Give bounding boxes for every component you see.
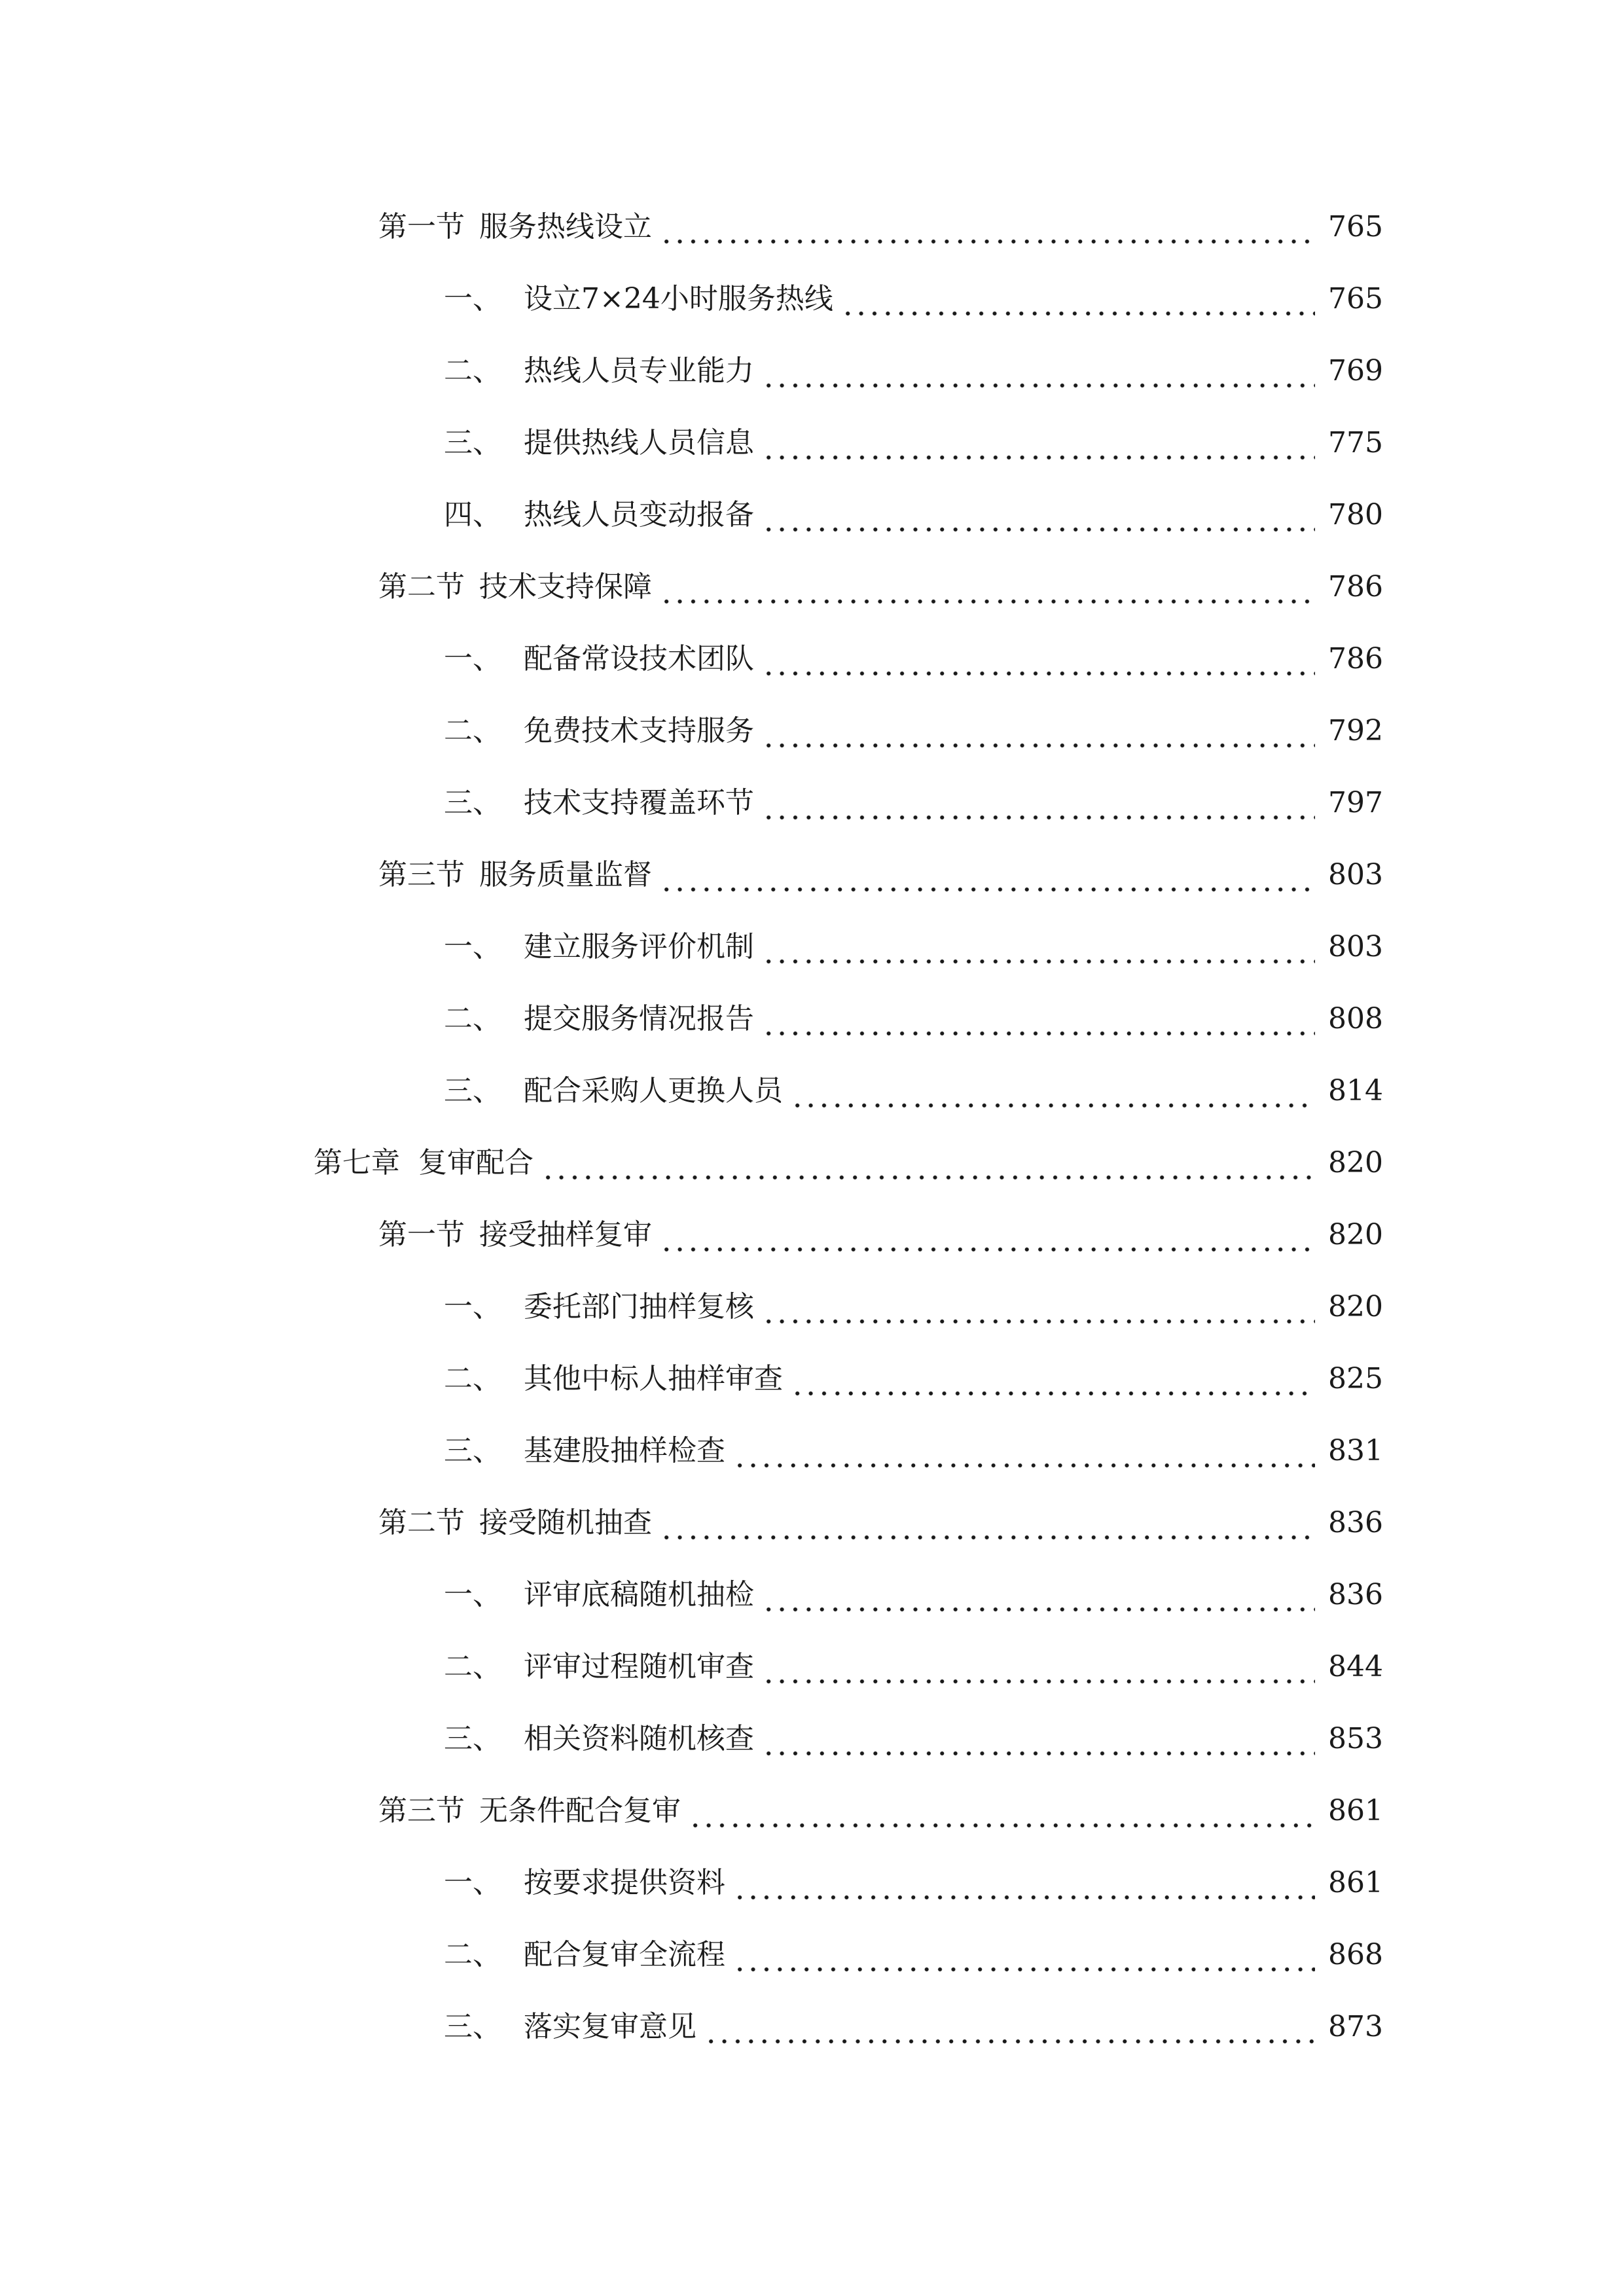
toc-entry[interactable] [378, 849, 1383, 901]
toc-entry-label [444, 777, 754, 829]
dot-leader [841, 273, 1315, 325]
dot-leader [733, 1425, 1315, 1477]
dot-leader [762, 1713, 1315, 1765]
toc-entry-title: 提交服务情况报告 [524, 1002, 754, 1035]
toc-entry-page: 873 [1328, 2010, 1383, 2043]
toc-entry[interactable] [444, 1281, 1383, 1333]
toc-entry-label [314, 1137, 533, 1189]
toc-entry-title: 评审底稿随机抽检 [524, 1578, 754, 1611]
toc-entry-number: 二、 [444, 714, 501, 747]
toc-entry-number: 第二节 [378, 570, 465, 603]
toc-entry-page: 765 [1328, 210, 1383, 243]
toc-entry[interactable] [444, 2001, 1383, 2053]
toc-entry-number: 第一节 [378, 210, 465, 243]
toc-entry-page: 786 [1328, 642, 1383, 675]
toc-entry-label [378, 201, 652, 253]
toc-entry-number: 四、 [444, 498, 501, 531]
toc-entry-title: 无条件配合复审 [479, 1794, 681, 1827]
dot-leader [762, 633, 1315, 685]
toc-entry-title: 热线人员专业能力 [524, 354, 754, 387]
toc-entry-title: 按要求提供资料 [524, 1866, 725, 1899]
dot-leader [541, 1137, 1315, 1189]
toc-entry[interactable] [444, 633, 1383, 685]
toc-entry-number: 二、 [444, 1362, 501, 1395]
toc-entry-number: 三、 [444, 2010, 501, 2043]
toc-entry-title: 提供热线人员信息 [524, 426, 754, 459]
toc-entry-number: 一、 [444, 930, 501, 963]
toc-entry-title: 落实复审意见 [524, 2010, 696, 2043]
toc-entry[interactable] [378, 1497, 1383, 1549]
toc-entry-number: 第三节 [378, 858, 465, 891]
toc-entry-page: 780 [1328, 498, 1383, 531]
dot-leader [762, 1281, 1315, 1333]
dot-leader [660, 201, 1315, 253]
toc-entry-page: 820 [1328, 1218, 1383, 1251]
toc-entry[interactable] [444, 777, 1383, 829]
toc-entry-page: 820 [1328, 1146, 1383, 1179]
toc-entry-page: 853 [1328, 1722, 1383, 1755]
toc-entry[interactable] [444, 921, 1383, 973]
toc-entry[interactable] [444, 1929, 1383, 1981]
dot-leader [762, 417, 1315, 469]
toc-entry[interactable] [444, 273, 1383, 325]
toc-entry-title: 服务质量监督 [479, 858, 652, 891]
toc-entry-label [444, 705, 754, 757]
toc-entry-label [444, 489, 754, 541]
toc-entry-title: 接受随机抽查 [479, 1506, 652, 1539]
toc-entry-title: 配合采购人更换人员 [524, 1074, 783, 1107]
toc-entry[interactable] [378, 201, 1383, 253]
toc-entry-page: 836 [1328, 1506, 1383, 1539]
toc-entry[interactable] [444, 1425, 1383, 1477]
dot-leader [762, 777, 1315, 829]
toc-entry-label [444, 1425, 725, 1477]
dot-leader [733, 1857, 1315, 1909]
toc-entry-number: 一、 [444, 642, 501, 675]
toc-entry-page: 868 [1328, 1938, 1383, 1971]
dot-leader [733, 1929, 1315, 1981]
toc-entry-label [444, 1281, 754, 1333]
toc-entry-page: 797 [1328, 786, 1383, 819]
toc-entry-page: 775 [1328, 426, 1383, 459]
toc-entry-label [444, 417, 754, 469]
toc-entry[interactable] [444, 993, 1383, 1045]
toc-entry[interactable] [444, 1569, 1383, 1621]
toc-entry-title: 技术支持保障 [479, 570, 652, 603]
toc-entry-title: 设立7×24小时服务热线 [524, 282, 833, 315]
dot-leader [660, 1497, 1315, 1549]
dot-leader [660, 1209, 1315, 1261]
toc-entry-number: 三、 [444, 1074, 501, 1107]
toc-entry-label [444, 1857, 725, 1909]
toc-entry-number: 三、 [444, 426, 501, 459]
toc-entry-label [444, 345, 754, 397]
toc-entry-title: 复审配合 [418, 1146, 533, 1179]
toc-entry-label [378, 1209, 652, 1261]
toc-entry-label [444, 1569, 754, 1621]
toc-entry[interactable] [378, 561, 1383, 613]
toc-entry-number: 三、 [444, 1434, 501, 1467]
toc-entry[interactable] [444, 417, 1383, 469]
toc-entry-label [444, 1929, 725, 1981]
toc-entry-label [378, 1497, 652, 1549]
toc-entry-label [378, 1785, 681, 1837]
dot-leader [762, 1569, 1315, 1621]
toc-entry-title: 委托部门抽样复核 [524, 1290, 754, 1323]
toc-entry[interactable] [378, 1785, 1383, 1837]
dot-leader [660, 849, 1315, 901]
dot-leader [762, 993, 1315, 1045]
toc-entry-label [444, 273, 833, 325]
toc-entry[interactable] [444, 345, 1383, 397]
toc-entry-page: 831 [1328, 1434, 1383, 1467]
toc-entry-number: 二、 [444, 1650, 501, 1683]
toc-entry-number: 第七章 [314, 1146, 400, 1179]
toc-entry-number: 第二节 [378, 1506, 465, 1539]
dot-leader [791, 1065, 1315, 1117]
toc-entry-title: 基建股抽样检查 [524, 1434, 725, 1467]
toc-entry-title: 配备常设技术团队 [524, 642, 754, 675]
toc-entry-label [444, 1713, 754, 1765]
toc-entry-label [444, 993, 754, 1045]
toc-entry[interactable] [444, 489, 1383, 541]
toc-entry[interactable] [314, 1137, 1383, 1189]
toc-entry-page: 792 [1328, 714, 1383, 747]
toc-entry-page: 861 [1328, 1866, 1383, 1899]
dot-leader [704, 2001, 1315, 2053]
toc-entry-label [444, 1641, 754, 1693]
toc-entry-page: 803 [1328, 930, 1383, 963]
toc-entry-label [444, 1065, 783, 1117]
toc-entry-page: 808 [1328, 1002, 1383, 1035]
toc-entry-page: 825 [1328, 1362, 1383, 1395]
toc-entry-number: 一、 [444, 1290, 501, 1323]
toc-entry-title: 技术支持覆盖环节 [524, 786, 754, 819]
toc-entry-page: 844 [1328, 1650, 1383, 1683]
toc-entry-title: 其他中标人抽样审查 [524, 1362, 783, 1395]
toc-entry-label [444, 1353, 783, 1405]
toc-entry-page: 820 [1328, 1290, 1383, 1323]
toc-entry-page: 836 [1328, 1578, 1383, 1611]
toc-entry[interactable] [444, 1857, 1383, 1909]
toc-entry-label [378, 561, 652, 613]
toc-entry-number: 第三节 [378, 1794, 465, 1827]
toc-entry[interactable] [444, 705, 1383, 757]
toc-entry-number: 一、 [444, 1866, 501, 1899]
toc-entry[interactable] [444, 1713, 1383, 1765]
toc-entry-title: 热线人员变动报备 [524, 498, 754, 531]
toc-entry-label [444, 2001, 696, 2053]
toc-entry-title: 接受抽样复审 [479, 1218, 652, 1251]
toc-entry-title: 配合复审全流程 [524, 1938, 725, 1971]
toc-entry-page: 861 [1328, 1794, 1383, 1827]
toc-entry-page: 769 [1328, 354, 1383, 387]
toc-entry[interactable] [444, 1641, 1383, 1693]
toc-entry-number: 三、 [444, 786, 501, 819]
dot-leader [762, 1641, 1315, 1693]
toc-entry-number: 二、 [444, 1002, 501, 1035]
dot-leader [762, 345, 1315, 397]
toc-entry-number: 三、 [444, 1722, 501, 1755]
toc-entry-title: 评审过程随机审查 [524, 1650, 754, 1683]
toc-entry-number: 第一节 [378, 1218, 465, 1251]
toc-entry-label [444, 921, 754, 973]
toc-entry-title: 建立服务评价机制 [524, 930, 754, 963]
dot-leader [660, 561, 1315, 613]
toc-entry-page: 814 [1328, 1074, 1383, 1107]
toc-entry-number: 一、 [444, 1578, 501, 1611]
toc-entry[interactable] [444, 1065, 1383, 1117]
toc-entry-number: 二、 [444, 1938, 501, 1971]
toc-entry-page: 803 [1328, 858, 1383, 891]
toc-entry-title: 服务热线设立 [479, 210, 652, 243]
dot-leader [762, 921, 1315, 973]
toc-entry-title: 相关资料随机核查 [524, 1722, 754, 1755]
dot-leader [791, 1353, 1315, 1405]
dot-leader [762, 705, 1315, 757]
toc-entry-label [378, 849, 652, 901]
toc-entry[interactable] [444, 1353, 1383, 1405]
toc-entry-page: 786 [1328, 570, 1383, 603]
toc-entry[interactable] [378, 1209, 1383, 1261]
toc-entry-number: 一、 [444, 282, 501, 315]
toc-entry-number: 二、 [444, 354, 501, 387]
dot-leader [762, 489, 1315, 541]
toc-entry-label [444, 633, 754, 685]
toc-entry-page: 765 [1328, 282, 1383, 315]
dot-leader [689, 1785, 1315, 1837]
toc-entry-title: 免费技术支持服务 [524, 714, 754, 747]
